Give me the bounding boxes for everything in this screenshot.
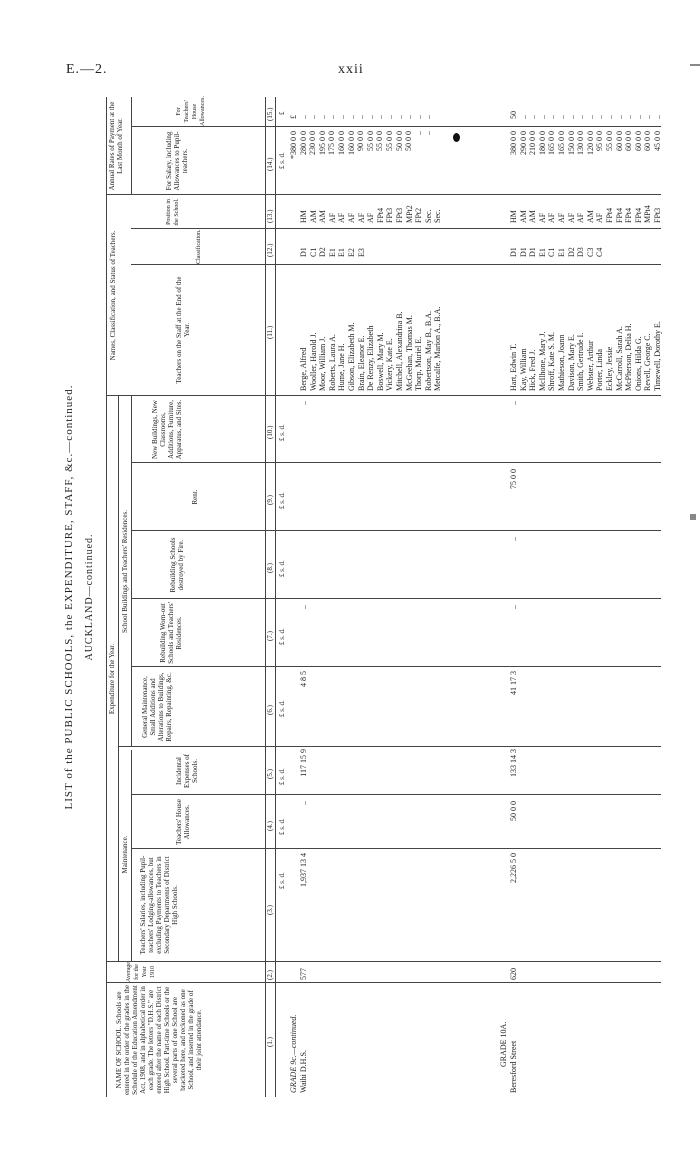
house-rate: .. <box>356 115 366 119</box>
school-name: Waihi D.H.S. <box>299 1050 308 1093</box>
salary-rate: 95 0 0 <box>595 131 605 151</box>
col10-header: New Buildings, New Classrooms, Additions, Furniture, Apparatus, and Sites. <box>151 399 183 460</box>
house-rate: .. <box>336 115 346 119</box>
teacher-name: De Renzy, Elizabeth <box>366 325 376 391</box>
names-group-header: Names, Classification, and Status of Teachers. <box>109 230 117 361</box>
teacher-name: Shroff, Kate S. M. <box>547 332 557 391</box>
classification-list <box>299 247 366 257</box>
teacher-name: Gibson, Elizabeth M. <box>346 322 356 391</box>
teacher-name: Mathieson, Joann <box>556 334 566 391</box>
col11-header: Teachers on the Staff at the End of the Year. <box>175 276 191 384</box>
position: Sec. <box>423 209 433 223</box>
house-rate: .. <box>624 115 634 119</box>
salary-rate: 90 0 0 <box>356 131 366 151</box>
house-rate: .. <box>537 115 547 119</box>
col9-header: Rent. <box>191 489 199 505</box>
house-rate: .. <box>518 115 528 119</box>
position: HM <box>509 210 518 223</box>
unit-lsd: £ s. d. <box>278 628 286 645</box>
new-buildings: .. <box>509 401 518 405</box>
position: AF <box>327 212 337 223</box>
general-maintenance: 4 8 5 <box>299 671 308 687</box>
col2-header: Average for the Year 1910 <box>126 962 156 982</box>
classification: D1 <box>518 247 528 257</box>
salary-rate: .. <box>423 131 433 135</box>
col-divider <box>106 982 661 983</box>
house-rate: .. <box>566 115 576 119</box>
classification: E3 <box>356 248 366 257</box>
house-rate: .. <box>394 115 404 119</box>
classification: C4 <box>595 247 605 257</box>
teacher-name: Mitchell, Alexandrina B. <box>394 311 404 391</box>
table-subtitle: AUCKLAND—continued. <box>84 533 95 661</box>
house-rate: .. <box>633 115 643 119</box>
salary-rate: 160 0 0 <box>346 131 356 155</box>
position: AF <box>366 212 376 223</box>
teacher-name: Revell, George C. <box>643 333 653 391</box>
edge-mark <box>690 514 696 520</box>
position: AF <box>346 212 356 223</box>
classification: C3 <box>585 247 595 257</box>
position: AF <box>337 212 347 223</box>
school-name: Beresford Street <box>509 1040 518 1093</box>
salary-rate: 290 0 0 <box>518 131 528 155</box>
salary-rate: 120 0 0 <box>585 131 595 155</box>
teacher-name: Eckley, Jessie <box>604 346 614 391</box>
col-number: (4.) <box>266 821 274 831</box>
unit-lsd: £ s. d. <box>278 872 286 889</box>
col-number: (14.) <box>266 157 274 171</box>
col-divider <box>131 228 661 229</box>
annual-group-header: Annual Rates of Payment at the Last Month of Year. <box>108 101 124 191</box>
position: AM <box>528 210 538 223</box>
position: HM <box>299 210 308 223</box>
col-divider <box>131 666 661 667</box>
position: MPt4 <box>643 205 653 223</box>
col-divider <box>118 746 661 747</box>
position: AM <box>585 210 595 223</box>
position: FPt4 <box>624 207 634 223</box>
average-attendance: 577 <box>299 968 308 980</box>
salary-rate: *380 0 0 <box>289 131 298 159</box>
position: FPt3 <box>652 207 662 223</box>
house-allowance: 50 0 0 <box>509 801 518 821</box>
position: FPt3 <box>394 207 404 223</box>
table-title: LIST of the PUBLIC SCHOOLS, the EXPENDITURE, STAFF, &c.—continued. <box>63 384 75 810</box>
position-list <box>299 205 443 223</box>
classification: D1 <box>509 247 518 257</box>
house-allowance: .. <box>299 801 308 805</box>
rule <box>131 97 132 195</box>
house-rate: .. <box>576 115 586 119</box>
teacher-name: Hart, Edwin T. <box>509 343 518 391</box>
col-number: (10.) <box>266 425 274 439</box>
teacher-name: Berge, Alfred <box>299 347 308 391</box>
col-number: (15.) <box>266 107 274 121</box>
col-divider <box>131 598 661 599</box>
position: AM <box>308 210 318 223</box>
teacher-name: McGeehan, Thomas M. <box>404 315 414 391</box>
col-divider <box>106 395 661 396</box>
col14-header: For Salary, including Allowances to Pupil-teachers. <box>165 131 189 191</box>
teacher-name: Webster, Arthur <box>585 340 595 391</box>
salary-rate-list <box>289 131 433 191</box>
teacher-name: Thorp, Muriel E. <box>414 336 424 391</box>
col-number: (12.) <box>266 243 274 257</box>
house-rate: .. <box>528 115 538 119</box>
house-rate: .. <box>404 115 414 119</box>
rule <box>275 97 276 1097</box>
general-maintenance: 41 17 3 <box>509 671 518 695</box>
house-rate: .. <box>298 115 308 119</box>
salary-rate: 165 0 0 <box>556 131 566 155</box>
col-divider <box>131 530 661 531</box>
salary-rate: 230 0 0 <box>308 131 318 155</box>
col-number: (9.) <box>266 495 274 505</box>
col-divider <box>131 462 661 463</box>
rebuild-fire: .. <box>509 537 518 541</box>
col-number: (2.) <box>266 970 274 980</box>
salary-rate: 45 0 0 <box>652 131 662 151</box>
teacher-name: Porter, Linda <box>595 349 605 391</box>
salaries: 1,937 13 4 <box>299 853 308 887</box>
rule <box>106 97 107 1097</box>
house-rate: £ <box>289 115 298 119</box>
col-divider <box>131 794 661 795</box>
page-number: xxii <box>338 62 364 77</box>
salary-rate: 50 0 0 <box>394 131 404 151</box>
classification: D3 <box>576 247 586 257</box>
teacher-name: Davison, Mary E. <box>566 334 576 391</box>
teacher-name: Moor, William J. <box>318 336 328 391</box>
position: AM <box>318 210 328 223</box>
col-number: (6.) <box>266 705 274 715</box>
house-rate-list <box>509 111 663 119</box>
position: FPt3 <box>385 207 395 223</box>
col-number: (13.) <box>266 209 274 223</box>
teacher-name: McPherson, Delia H. <box>624 323 634 391</box>
salary-rate: 280 0 0 <box>298 131 308 155</box>
salary-rate: .. <box>413 131 423 135</box>
house-rate: .. <box>652 115 662 119</box>
teacher-list <box>299 307 443 391</box>
classification-list <box>509 247 605 257</box>
teacher-name: Onions, Hilda G. <box>633 336 643 391</box>
position: AF <box>556 212 566 223</box>
teacher-name: Roberts, Laura A. <box>327 334 337 391</box>
page-reference: E.—2. <box>66 62 108 77</box>
expenditure-header: Expenditure for the Year. <box>108 643 116 715</box>
rule <box>131 750 132 962</box>
salary-rate: 60 0 0 <box>633 131 643 151</box>
position: FPt4 <box>614 207 624 223</box>
unit-lsd: £ s. d. <box>278 560 286 577</box>
house-rate: .. <box>595 115 605 119</box>
classification: E1 <box>337 248 347 257</box>
house-rate: .. <box>614 115 624 119</box>
classification: C1 <box>547 247 557 257</box>
col3-header: Teachers' Salaries, including Pupil-teachers' Lodging-allowances, but excluding Payments to Teachers in Secondary Departments of District High Schools. <box>139 855 179 955</box>
teacher-name: Brain, Eleanor E. <box>356 335 366 391</box>
col5-header: Incidental Expenses of Schools. <box>175 753 199 789</box>
position: FPt4 <box>375 207 385 223</box>
rule <box>131 396 132 747</box>
col7-header: Rebuilding Worn-out Schools and Teachers' Residences. <box>159 602 183 664</box>
house-rate: .. <box>413 115 423 119</box>
unit-lsd: £ s. d. <box>278 818 286 835</box>
col15-header: For Teachers' House Allowances. <box>176 96 206 126</box>
grade-label: GRADE 10A. <box>499 1021 508 1067</box>
grade-label: GRADE 9c.—continued. <box>289 1014 298 1093</box>
salary-rate: 160 0 0 <box>336 131 346 155</box>
unit-lsd: £ s. d. <box>278 700 286 717</box>
classification: E1 <box>327 248 337 257</box>
position: AF <box>595 212 605 223</box>
teacher-name: McCarroll, Sarah A. <box>614 326 624 391</box>
incidental: 133 14 3 <box>509 749 518 777</box>
maintenance-header: Maintenance. <box>121 835 129 874</box>
salary-rate: 55 0 0 <box>604 131 614 151</box>
house-rate: .. <box>643 115 653 119</box>
salary-rate: 210 0 0 <box>528 131 538 155</box>
position: AF <box>356 212 366 223</box>
teacher-list <box>509 321 663 391</box>
col12-header: Classification. <box>196 229 202 264</box>
teacher-name: Smith, Gertrude I. <box>576 332 586 391</box>
classification: C1 <box>308 247 318 257</box>
col6-header: General Maintenance, Small Additions and Alterations to Buildings, Repairs, Repainting, &c. <box>141 672 173 742</box>
col8-header: Rebuilding Schools destroyed by Fire. <box>169 537 185 593</box>
rebuild-worn: .. <box>509 605 518 609</box>
salary-rate: 55 0 0 <box>375 131 385 151</box>
salaries: 2,226 5 0 <box>509 853 518 883</box>
classification: D2 <box>566 247 576 257</box>
salary-rate: 195 0 0 <box>317 131 327 155</box>
classification: E2 <box>346 248 356 257</box>
position: AF <box>576 212 586 223</box>
salary-rate: 150 0 0 <box>566 131 576 155</box>
house-rate: .. <box>604 115 614 119</box>
classification: E1 <box>537 248 547 257</box>
unit-lsd: £ s. d. <box>278 424 286 441</box>
classification: D1 <box>299 247 308 257</box>
house-rate: .. <box>365 115 375 119</box>
position: AF <box>566 212 576 223</box>
house-rate: .. <box>384 115 394 119</box>
teacher-name: Wooller, Harold J. <box>308 332 318 391</box>
house-rate: .. <box>308 115 318 119</box>
position: FPt4 <box>633 207 643 223</box>
rotated-table <box>65 97 665 1097</box>
col13-header: Position in the School. <box>166 198 180 226</box>
position: AF <box>547 212 557 223</box>
new-buildings: .. <box>299 401 308 405</box>
position: FPt4 <box>604 207 614 223</box>
teacher-name: Hick, Fred J. <box>528 349 538 391</box>
average-attendance: 620 <box>509 968 518 980</box>
position: AF <box>537 212 547 223</box>
house-rate: .. <box>547 115 557 119</box>
unit-lsd: £ s. d. <box>278 492 286 509</box>
salary-rate: 165 0 0 <box>547 131 557 155</box>
house-rate: .. <box>423 115 433 119</box>
position: Sec. <box>433 209 443 223</box>
position: AM <box>518 210 528 223</box>
col-divider <box>131 126 661 127</box>
salary-rate: 130 0 0 <box>576 131 586 155</box>
teacher-name: Timewell, Dorothy E. <box>652 321 662 391</box>
salary-rate-list <box>509 131 663 191</box>
salary-rate: 55 0 0 <box>384 131 394 151</box>
col-divider <box>106 194 661 195</box>
salary-rate: 50 0 0 <box>404 131 414 151</box>
position: MPt2 <box>404 205 414 223</box>
salary-rate: 380 0 0 <box>509 131 518 155</box>
unit-lsd: £ s. d. <box>278 768 286 785</box>
col4-header: Teachers' House Allowances. <box>175 799 191 845</box>
teacher-name: Metcalfe, Marion A., B.A. <box>433 306 443 391</box>
col-number: (7.) <box>266 631 274 641</box>
salary-rate: 60 0 0 <box>643 131 653 151</box>
unit-pound: £ <box>278 111 286 115</box>
col-number: (5.) <box>266 769 274 779</box>
school-buildings-header: School Buildings and Teachers' Residences. <box>121 510 129 633</box>
rebuild-worn: .. <box>299 605 308 609</box>
salary-rate: 175 0 0 <box>327 131 337 155</box>
col-number: (1.) <box>266 1037 274 1047</box>
teacher-name: McIlhone, Mary J. <box>537 331 547 391</box>
unit-lsd: £ s. d. <box>278 152 286 169</box>
col-divider <box>131 264 661 265</box>
col1-header: NAME OF SCHOOL. Schools are entered in the order of the grades in the Schedule of the Education Amendment Act, 1908, and in alphabetical order in each grade. The letters "D.H.S." are entered after the name of each District High School. Part-time Schools or the several parts of one School are bracketed here, and reckoned as one School, and inserted in the grade of their joint attendance. <box>115 984 203 1095</box>
classification: E1 <box>556 248 566 257</box>
position-list <box>509 205 663 223</box>
house-rate: .. <box>375 115 385 119</box>
house-rate: .. <box>585 115 595 119</box>
teacher-name: Robertson, May B., B.A. <box>423 311 433 391</box>
house-rate: .. <box>327 115 337 119</box>
salary-rate: 60 0 0 <box>614 131 624 151</box>
col-number: (11.) <box>266 325 274 339</box>
rule <box>118 396 119 962</box>
house-rate: .. <box>346 115 356 119</box>
col-divider <box>106 961 661 962</box>
salary-rate: 55 0 0 <box>365 131 375 151</box>
salary-rate: 60 0 0 <box>624 131 634 151</box>
salary-rate: 180 0 0 <box>537 131 547 155</box>
rent: 75 0 0 <box>509 469 518 489</box>
teacher-name: Boswell, Mary M. <box>375 332 385 391</box>
teacher-name: Hume, Jane H. <box>337 343 347 391</box>
house-rate: .. <box>556 115 566 119</box>
col-number: (8.) <box>266 563 274 573</box>
teacher-name: Vickery, Kate E. <box>385 338 395 391</box>
house-rate-list <box>289 115 433 119</box>
house-rate: 50 <box>509 111 518 119</box>
house-rate: .. <box>317 115 327 119</box>
col-divider <box>131 848 661 849</box>
incidental: 117 15 9 <box>299 749 308 777</box>
teacher-name: Kay, William <box>518 348 528 391</box>
classification: D1 <box>528 247 538 257</box>
col-number: (3.) <box>266 905 274 915</box>
classification: D2 <box>318 247 328 257</box>
position: FPt2 <box>414 207 424 223</box>
edge-mark <box>690 64 700 66</box>
